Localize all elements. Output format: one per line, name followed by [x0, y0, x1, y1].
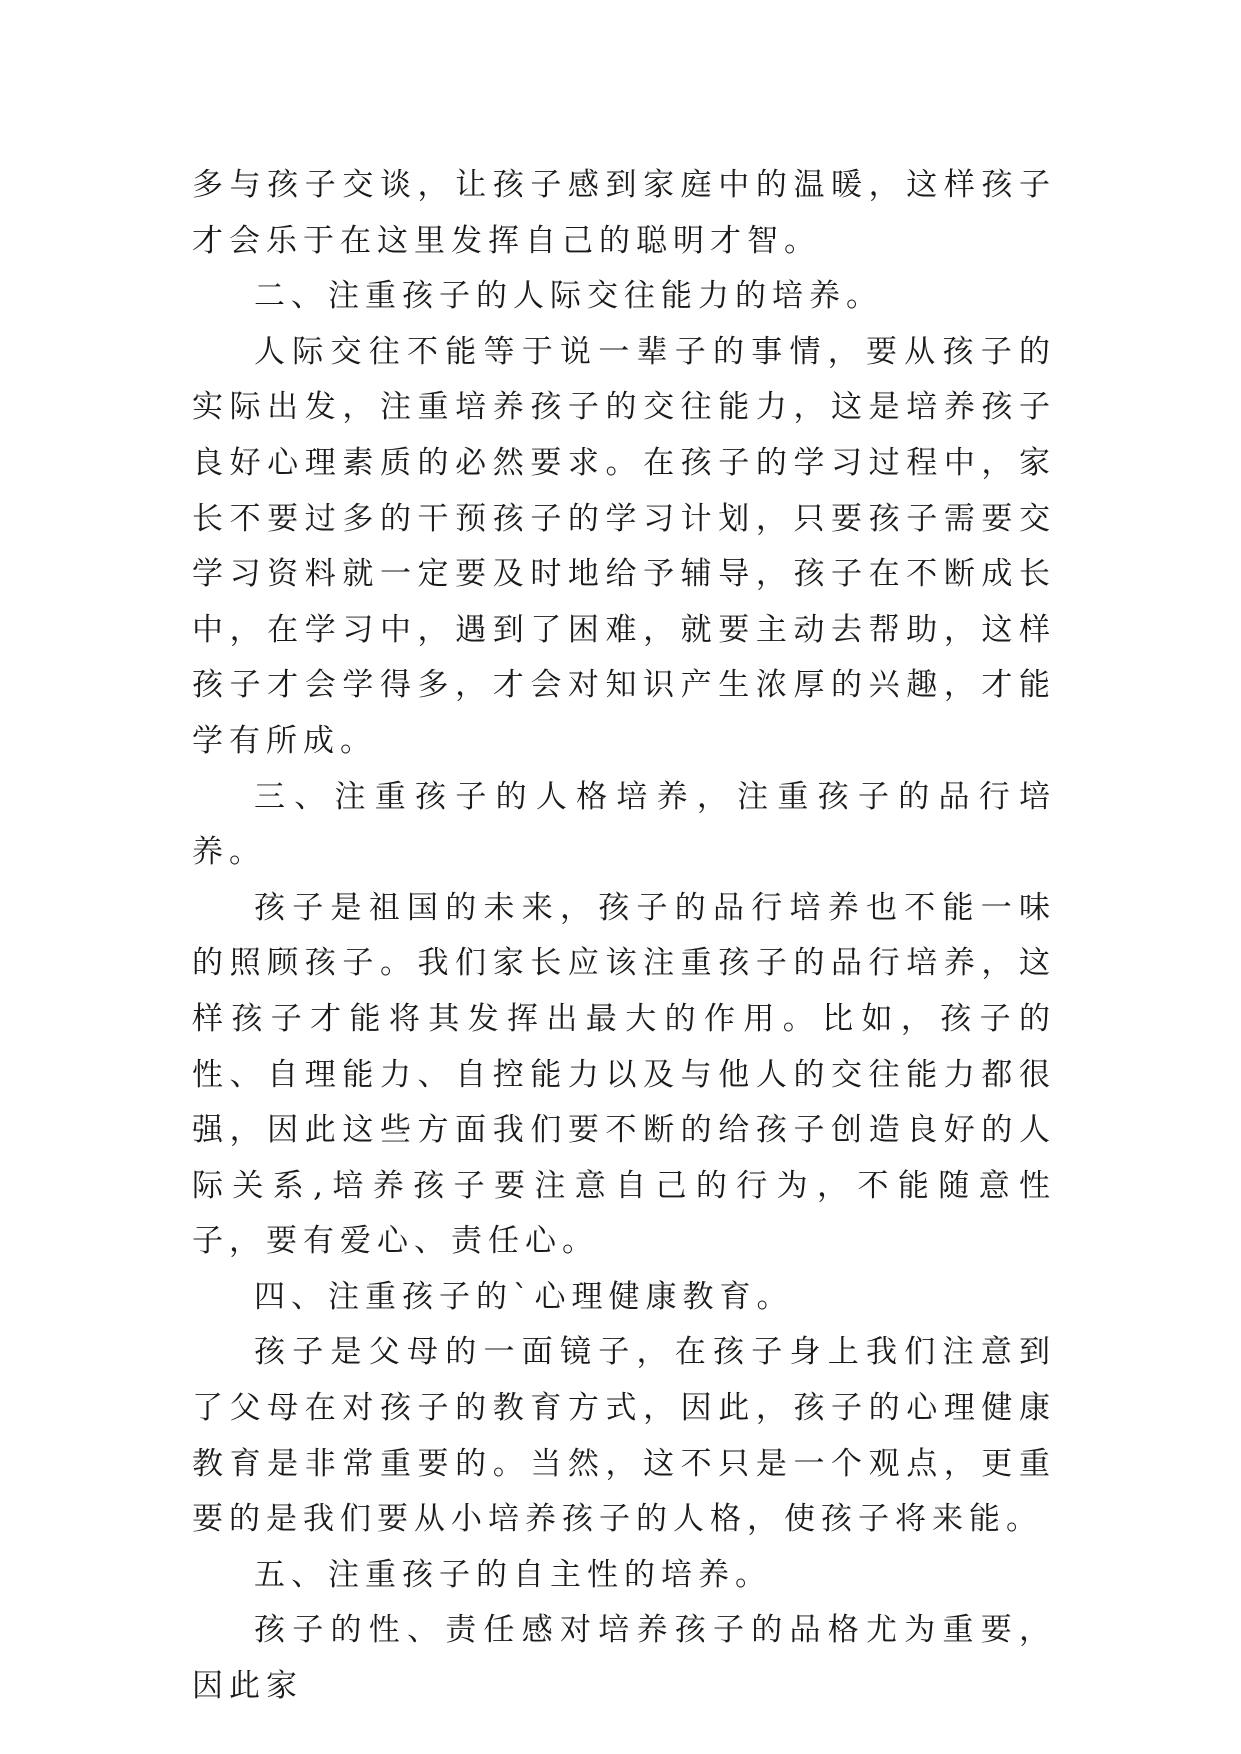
- section-heading-5: 五、注重孩子的自主性的培养。: [254, 1556, 772, 1593]
- document-body: [192, 158, 1056, 1715]
- section-heading-2: 二、注重孩子的人际交往能力的培养。: [254, 278, 883, 315]
- paragraph-character: 孩子是祖国的未来，孩子的品行培养也不能一味的照顾孩子。我们家长应该注重孩子的品行培养，这样孩子才能将其发挥出最大的作用。比如，孩子的性、自理能力、自控能力以及与他人的交往能力都很强，因此这些方面我们要不断的给孩子创造良好的人际关系,培养孩子要注意自己的行为，不能随意性子，要有爱心、责任心。: [192, 889, 1056, 1260]
- paragraph-mental-health: 孩子是父母的一面镜子，在孩子身上我们注意到了父母在对孩子的教育方式，因此，孩子的心理健康教育是非常重要的。当然，这不只是一个观点，更重要的是我们要从小培养孩子的人格，使孩子将来能。: [192, 1334, 1056, 1538]
- section-heading-4: 四、注重孩子的`心理健康教育。: [254, 1278, 794, 1315]
- paragraph-social-skills: 人际交往不能等于说一辈子的事情，要从孩子的实际出发，注重培养孩子的交往能力，这是培养孩子良好心理素质的必然要求。在孩子的学习过程中，家长不要过多的干预孩子的学习计划，只要孩子需要交学习资料就一定要及时地给予辅导，孩子在不断成长中，在学习中，遇到了困难，就要主动去帮助，这样孩子才会学得多，才会对知识产生浓厚的兴趣，才能学有所成。: [192, 333, 1056, 759]
- paragraph-autonomy: 孩子的性、责任感对培养孩子的品格尤为重要，因此家: [192, 1612, 1056, 1705]
- paragraph-continued: 多与孩子交谈，让孩子感到家庭中的温暖，这样孩子才会乐于在这里发挥自己的聪明才智。: [192, 167, 1056, 259]
- section-heading-3: 三、注重孩子的人格培养，注重孩子的品行培养。: [192, 778, 1056, 871]
